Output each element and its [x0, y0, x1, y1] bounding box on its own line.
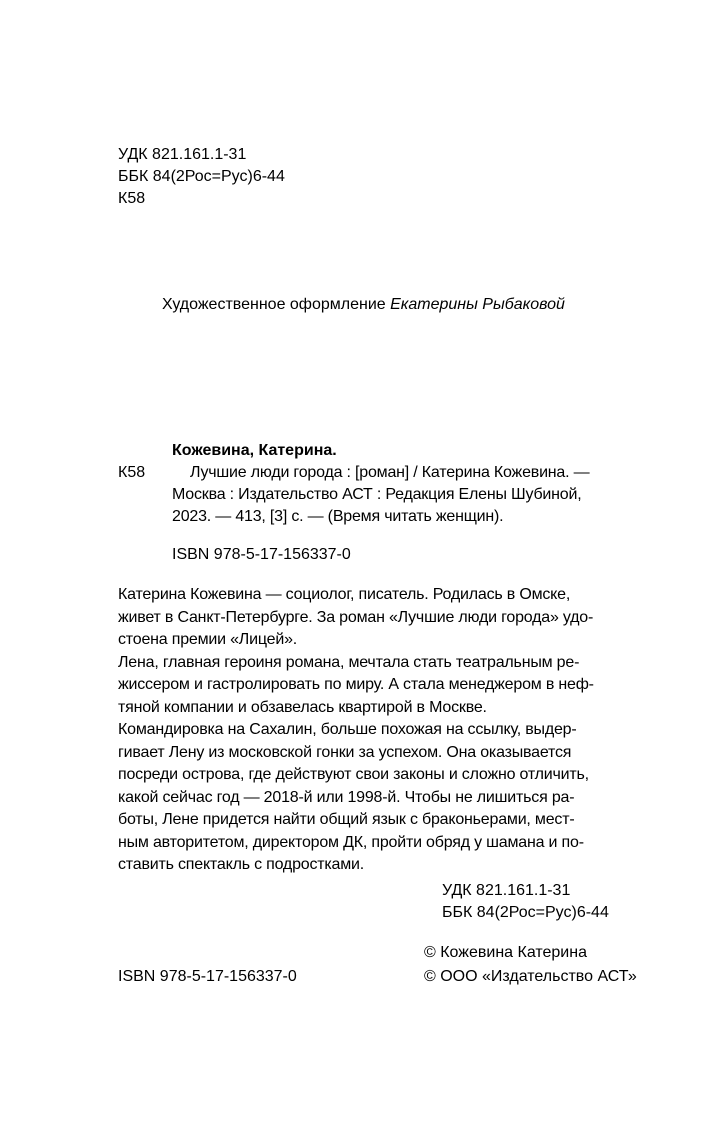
bottom-udk-code: УДК 821.161.1-31: [442, 882, 571, 899]
annotation-line: ставить спектакль с подростками.: [118, 856, 365, 873]
annotation-line: жиссером и гастролировать по миру. А стала менеджером в неф-: [118, 676, 594, 693]
annotation-line: Катерина Кожевина — социолог, писатель. Родилась в Омске,: [118, 586, 571, 603]
bottom-bbk-code: ББК 84(2Рос=Рус)6-44: [442, 904, 609, 921]
udk-code: УДК 821.161.1-31: [118, 146, 247, 163]
annotation-line: ным авторитетом, директором ДК, пройти обряд у шамана и по-: [118, 833, 584, 851]
bib-line-2: Москва : Издательство АСТ : Редакция Елены Шубиной,: [172, 486, 582, 503]
copyright-publisher: © ООО «Издательство АСТ»: [424, 968, 637, 985]
annotation-line: живет в Санкт-Петербурге. За роман «Лучшие люди города» удо-: [118, 608, 594, 626]
isbn: ISBN 978-5-17-156337-0: [118, 968, 297, 985]
bib-line-3: 2023. — 413, [3] с. — (Время читать женщин).: [172, 508, 504, 525]
author-heading: Кожевина, Катерина.: [172, 442, 337, 459]
copyright-author: © Кожевина Катерина: [424, 944, 587, 961]
annotation-line: стоена премии «Лицей».: [118, 631, 298, 648]
design-credit-prefix: Художественное оформление: [162, 296, 386, 313]
annotation-line: тяной компании и обзавелась квартирой в Москве.: [118, 698, 487, 716]
bib-code: К58: [118, 464, 146, 481]
author-mark: К58: [118, 190, 146, 207]
annotation-line: гивает Лену из московской гонки за успехом. Она оказывается: [118, 743, 572, 761]
annotation-line: посреди острова, где действуют свои законы и сложно отличить,: [118, 766, 589, 783]
bib-line-1: Лучшие люди города : [роман] / Катерина Кожевина. —: [190, 464, 590, 481]
annotation-line: боты, Лене придется найти общий язык с браконьерами, мест-: [118, 811, 575, 828]
annotation-line: Лена, главная героиня романа, мечтала стать театральным ре-: [118, 653, 580, 671]
bbk-code: ББК 84(2Рос=Рус)6-44: [118, 168, 285, 185]
design-credit: [162, 294, 565, 316]
annotation-line: какой сейчас год — 2018-й или 1998-й. Чтобы не лишиться ра-: [118, 788, 575, 806]
bib-isbn: ISBN 978-5-17-156337-0: [172, 546, 351, 563]
annotation: [118, 584, 604, 877]
annotation-line: Командировка на Сахалин, больше похожая на ссылку, выдер-: [118, 721, 577, 738]
design-credit-artist: Екатерины Рыбаковой: [390, 296, 565, 313]
